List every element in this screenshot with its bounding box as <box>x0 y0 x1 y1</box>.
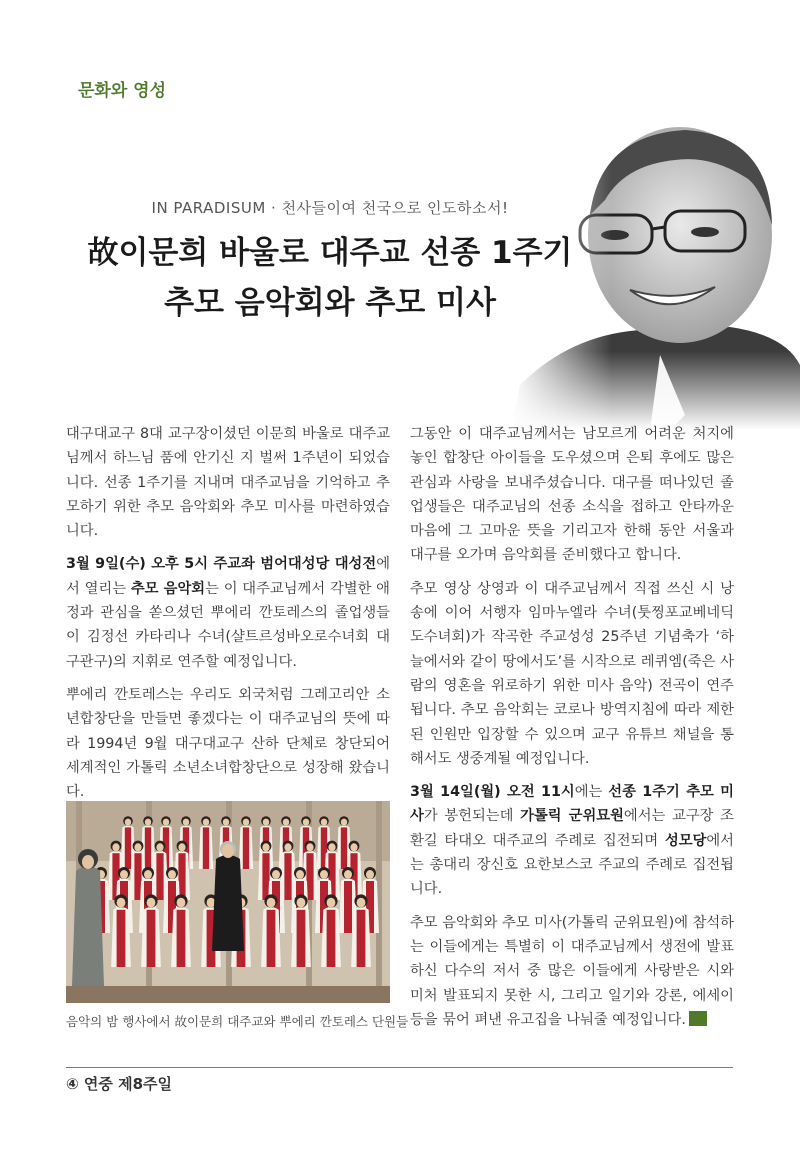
photo-caption: 음악의 밤 행사에서 故이문희 대주교와 뿌에리 깐토레스 단원들 <box>66 1014 409 1029</box>
concert-date: 3월 9일(수) 오후 5시 주교좌 범어대성당 대성전 <box>66 556 377 573</box>
section-label: 문화와 영성 <box>78 81 167 101</box>
article-subtitle: IN PARADISUM · 천사들이여 천국으로 인도하소서! <box>151 199 509 217</box>
right-column <box>410 422 734 1041</box>
right-paragraph-3: 3월 14일(월) 오전 11시에는 선종 1주기 추모 미사가 봉헌되는데 가톨릭 군위묘원에서는 교구장 조환길 타대오 대주교의 주례로 집전되며 성모당에서는 총대리 장신호 요한보스코 주교의 주례로 집전됩니다. <box>410 784 734 898</box>
right-paragraph-1: 그동안 이 대주교님께서는 남모르게 어려운 처지에 놓인 합창단 아이들을 도우셨으며 은퇴 후에도 많은 관심과 사랑을 보내주셨습니다. 대구를 떠나있던 졸업생들은 대주교님의 선종 소식을 접하고 안타까운 마음에 그 고마운 뜻을 기리고자 한해 동안 서울과 대구를 오가며 음악회를 준비했다고 합니다. <box>410 426 734 564</box>
left-paragraph-3: 뿌에리 깐토레스는 우리도 외국처럼 그레고리안 소년합창단을 만들면 좋겠다는 이 대주교님의 뜻에 따라 1994년 9월 대구대교구 산하 단체로 창단되어 세계적인 가톨릭 소년소녀합창단으로 성장해 왔습니다. <box>66 686 390 801</box>
headline-line-2: 추모 음악회와 추모 미사 <box>164 285 496 321</box>
mass-place-2: 성모당 <box>664 832 707 849</box>
headline-line-1: 故이문희 바울로 대주교 선종 1주기 <box>87 235 573 271</box>
article-headline <box>0 228 660 328</box>
mass-place-1: 가톨릭 군위묘원 <box>520 808 624 825</box>
page-footer: ④ 연중 제8주일 <box>66 1075 173 1093</box>
left-column <box>66 422 390 813</box>
article-end-mark <box>689 1011 707 1026</box>
mass-title: 선종 1주기 추모 미사 <box>410 784 734 825</box>
left-paragraph-2: 3월 9일(수) 오후 5시 주교좌 범어대성당 대성전에서 열리는 추모 음악회는 이 대주교님께서 각별한 애정과 관심을 쏟으셨던 뿌에리 깐토레스의 졸업생들이 김정선 카타리나 수녀(샬트르성바오로수녀회 대구관구)의 지휘로 연주할 예정입니다. <box>66 556 390 670</box>
right-paragraph-4: 추모 음악회와 추모 미사(가톨릭 군위묘원)에 참석하는 이들에게는 특별히 이 대주교님께서 생전에 발표하신 다수의 저서 중 많은 이들에게 사랑받은 시와 미처 발표되지 못한 시, 그리고 일기와 강론, 에세이 등을 묶어 펴낸 유고집을 나눠줄 예정입니다. <box>410 914 734 1028</box>
footer-divider <box>66 1067 733 1068</box>
concert-title: 추모 음악회 <box>130 580 206 597</box>
left-paragraph-1: 대구대교구 8대 교구장이셨던 이문희 바울로 대주교님께서 하느님 품에 안기신 지 벌써 1주년이 되었습니다. 선종 1주기를 지내며 대주교님을 기억하고 추모하기 위한 추모 음악회와 추모 미사를 마련하였습니다. <box>66 426 390 540</box>
mass-date: 3월 14일(월) 오전 11시 <box>410 784 575 801</box>
right-paragraph-2: 추모 영상 상영과 이 대주교님께서 직접 쓰신 시 낭송에 이어 서행자 임마누엘라 수녀(툿찡포교베네딕도수녀회)가 작곡한 주교성성 25주년 기념축가 ‘하늘에서와 같이 땅에서도’를 시작으로 레퀴엠(죽은 사람의 영혼을 위로하기 위한 미사 음악) 전곡이 연주됩니다. 추모 음악회는 코로나 방역지침에 따라 제한된 인원만 입장할 수 있으며 교구 유튜브 채널을 통해서도 생중계될 예정입니다. <box>410 580 734 767</box>
choir-photo <box>66 801 390 1003</box>
